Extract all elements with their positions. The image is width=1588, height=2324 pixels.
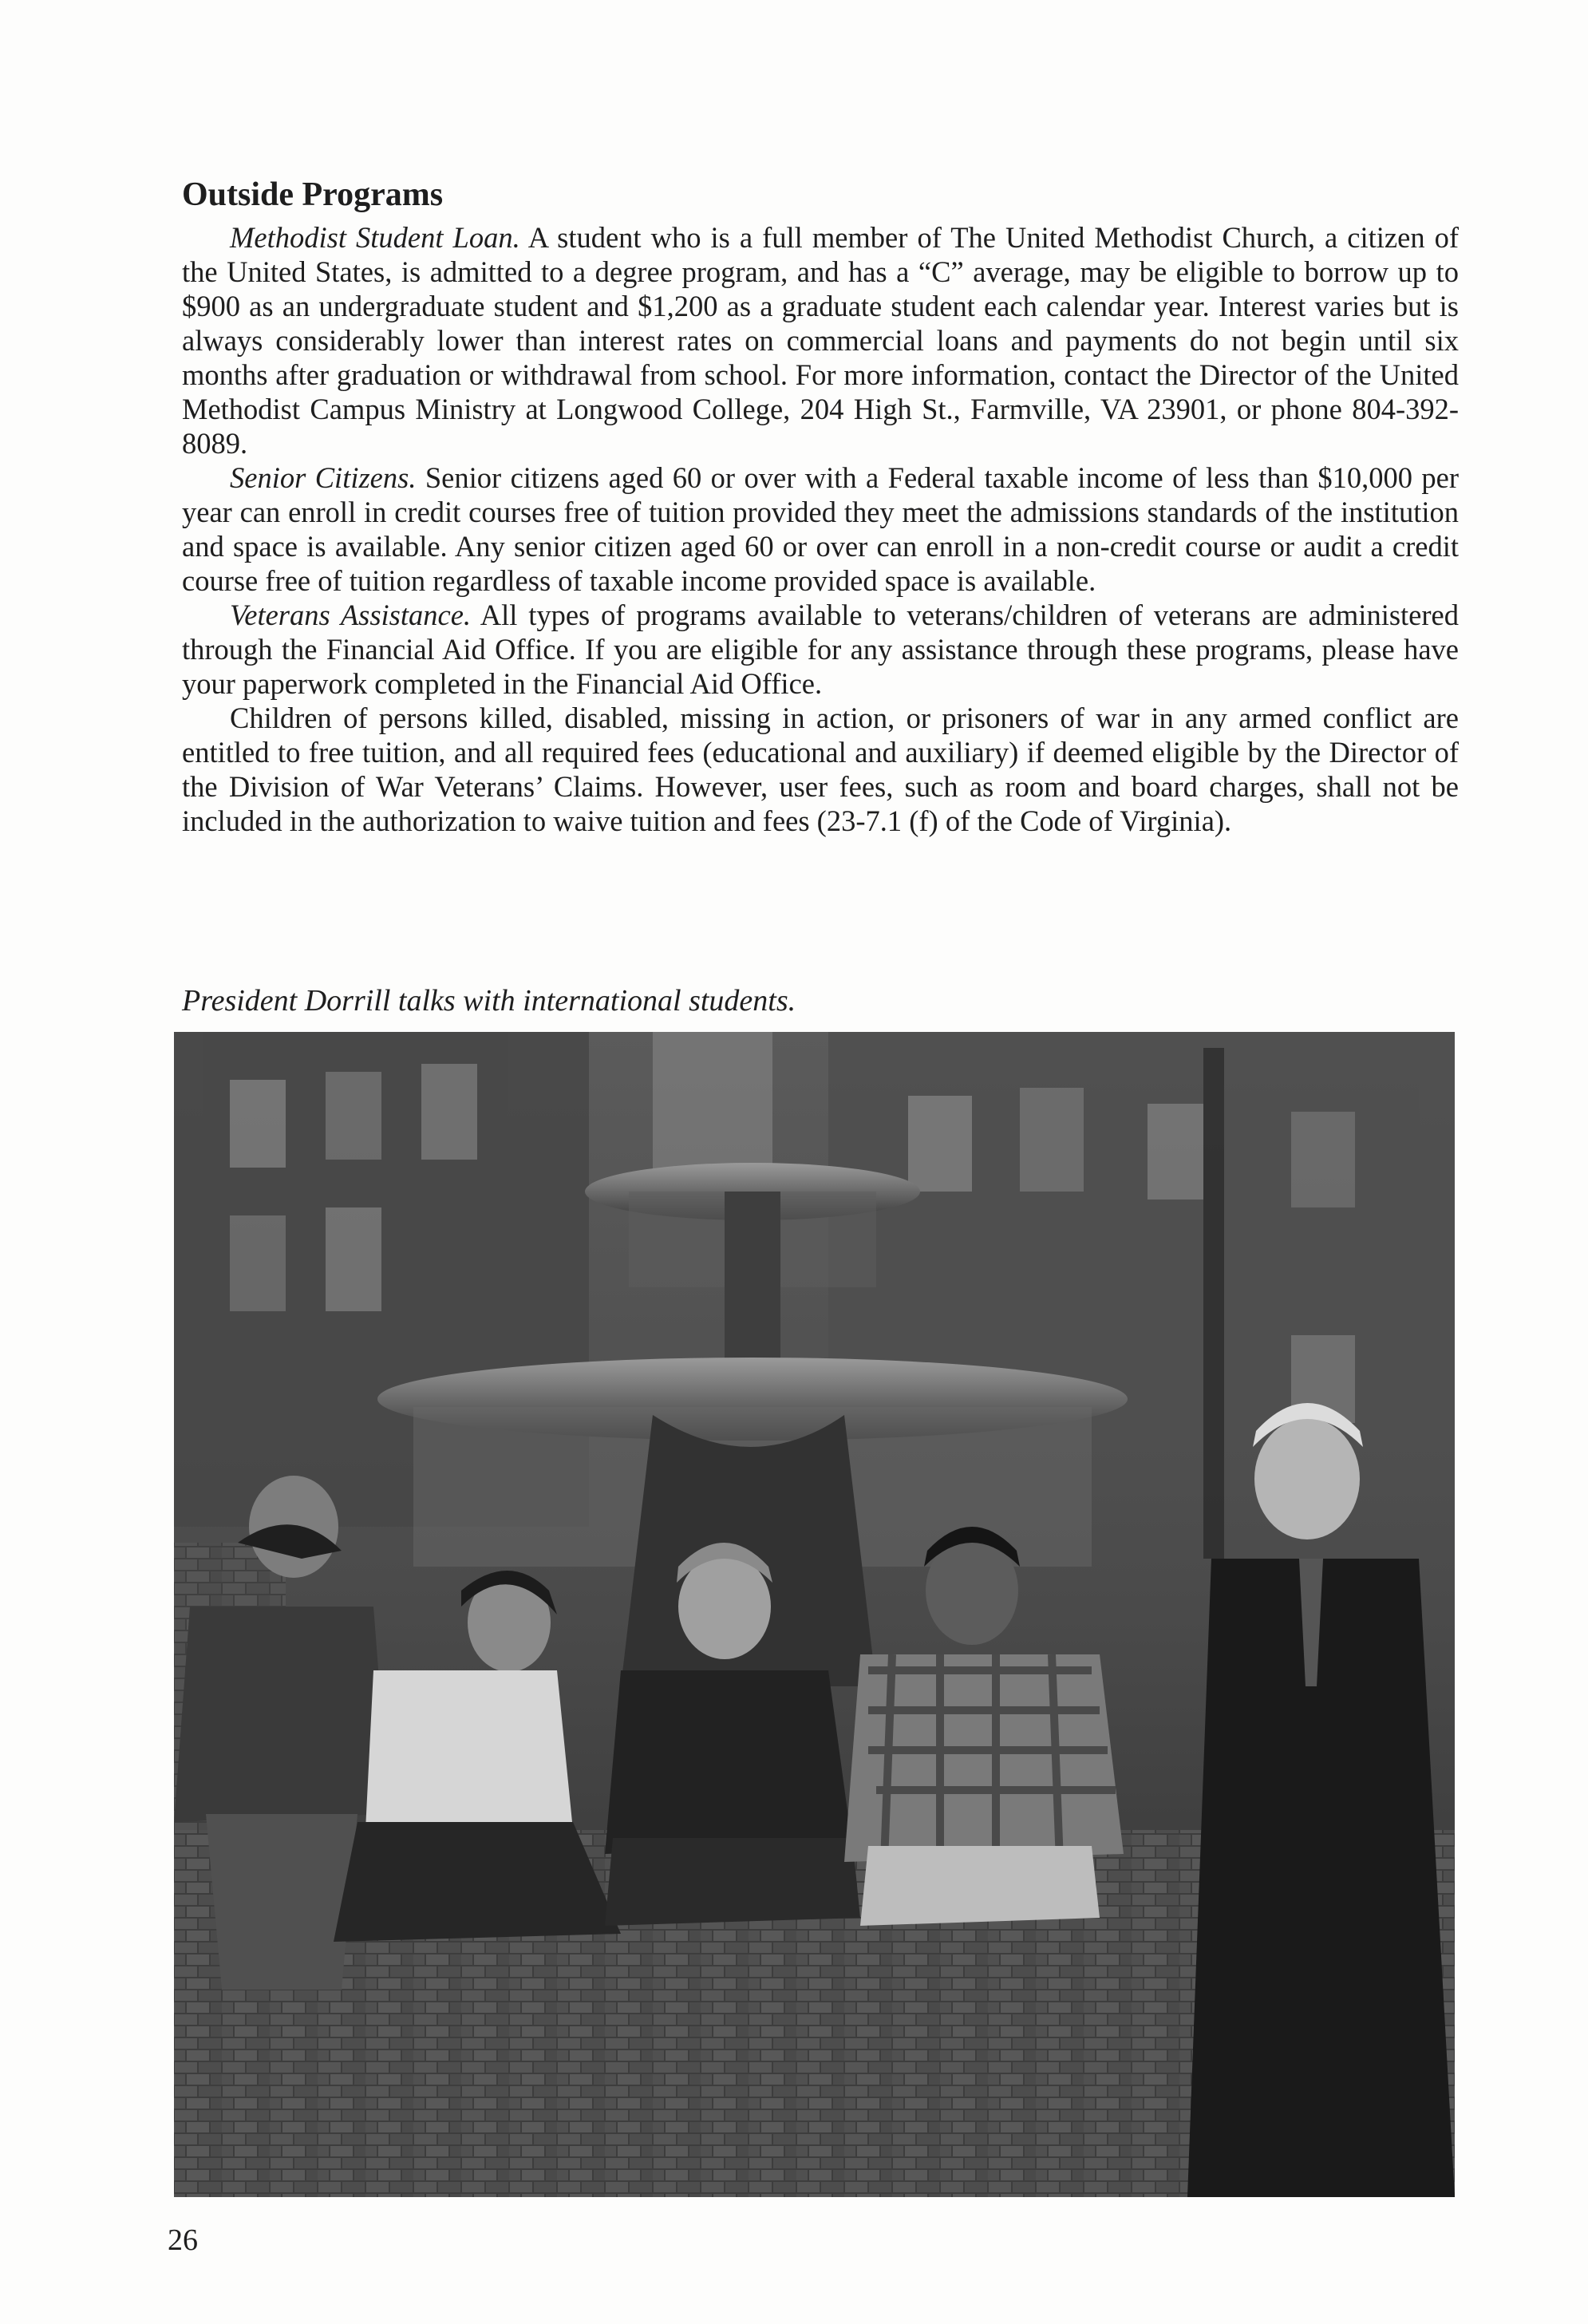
paragraph-veterans-assistance <box>182 598 1459 701</box>
body-text <box>182 220 1459 838</box>
paragraph-children-of-veterans <box>182 701 1459 838</box>
paragraph-text: A student who is a full member of The United Methodist Church, a citizen of the United States, is admitted to a degree program, and has a “C” average, may be eligible to borrow up to $900 as an undergraduate student and $1,200 as a graduate student each calendar year. Interest varies but is always considerably lower than interest rates on commercial loans and payments do not begin until six months after graduation or withdrawal from school. For more information, contact the Director of the United Methodist Campus Ministry at Longwood College, 204 High St., Farmville, VA 23901, or phone 804-392-8089. <box>182 221 1460 460</box>
section-heading: Outside Programs <box>182 176 444 213</box>
page-number: 26 <box>168 2223 198 2257</box>
paragraph-lead: Veterans Assistance. <box>230 599 472 631</box>
paragraph-text: Senior citizens aged 60 or over with a Federal taxable income of less than $10,000 per year can enroll in credit courses free of tuition provided they meet the admissions standards of the institution and space is available. Any senior citizen aged 60 or over can enroll in a non-credit course or audit a credit course free of tuition regardless of taxable income provided space is available. <box>182 461 1459 597</box>
paragraph-text: All types of programs available to veterans/children of veterans are administered through the Financial Aid Office. If you are eligible for any assistance through these programs, please have your paperwork completed in the Financial Aid Office. <box>182 599 1459 700</box>
fountain-photo <box>174 1032 1455 2197</box>
fountain-photo-drawing <box>174 1032 1455 2197</box>
photo-caption: President Dorrill talks with international students. <box>182 984 796 1018</box>
paragraph-lead: Senior Citizens. <box>230 461 417 494</box>
paragraph-senior-citizens <box>182 460 1459 598</box>
paragraph-lead: Methodist Student Loan. <box>230 221 520 254</box>
paragraph-methodist-loan <box>182 220 1459 460</box>
paragraph-text: Children of persons killed, disabled, missing in action, or prisoners of war in any armed conflict are entitled to free tuition, and all required fees (educational and auxiliary) if deemed eligible by the Director of the Division of War Veterans’ Claims. However, user fees, such as room and board charges, shall not be included in the authorization to waive tuition and fees (23-7.1 (f) of the Code of Virginia). <box>182 702 1459 837</box>
